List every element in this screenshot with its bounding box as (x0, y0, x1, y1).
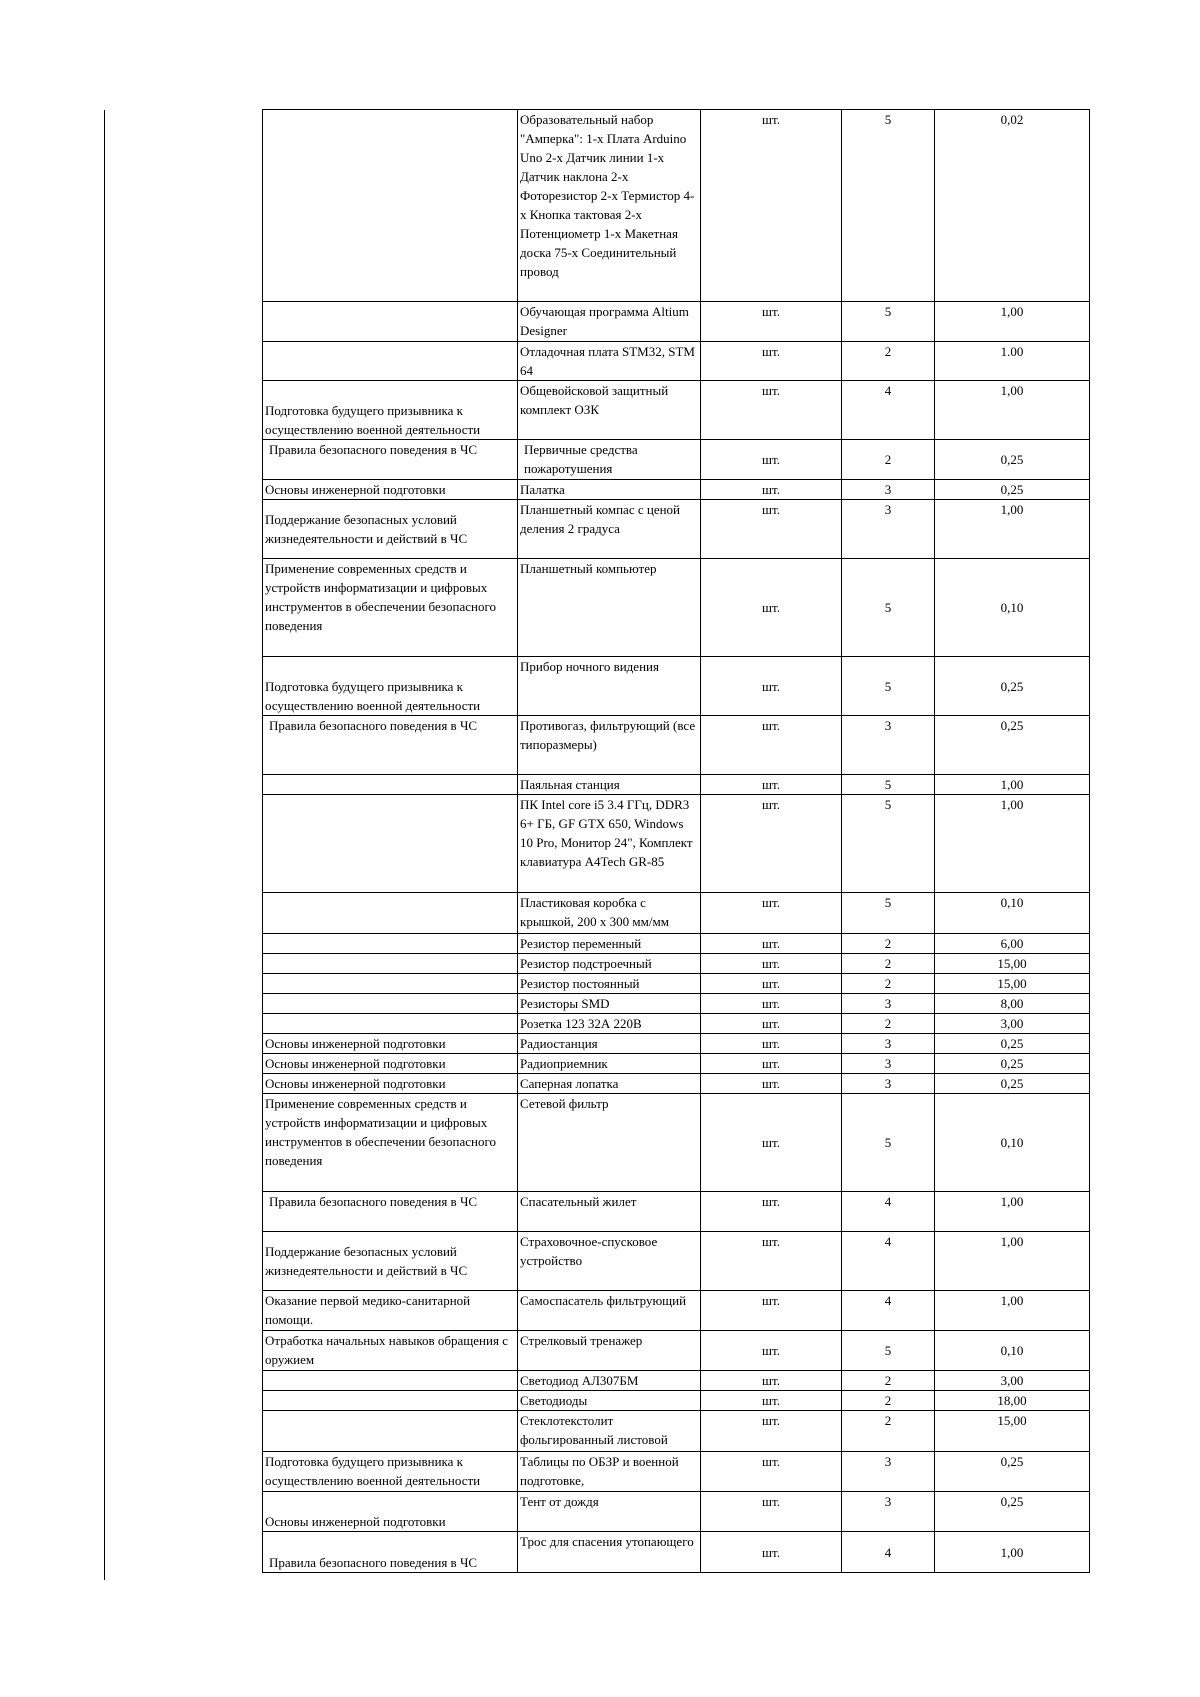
unit-cell: шт. (701, 775, 842, 795)
qty-cell: 3 (842, 716, 935, 775)
qty-cell: 2 (842, 974, 935, 994)
section-cell: Отработка начальных навыков обращения с оружием (263, 1331, 518, 1371)
value-cell: 0,25 (935, 716, 1090, 775)
value-cell: 0,25 (935, 1452, 1090, 1492)
table-row (263, 954, 1090, 974)
table-row (263, 1452, 1090, 1492)
item-cell: Противогаз, фильтрующий (все типоразмеры) (518, 716, 701, 775)
item-cell: Сетевой фильтр (518, 1094, 701, 1192)
qty-cell: 3 (842, 1074, 935, 1094)
section-cell (263, 974, 518, 994)
qty-cell: 5 (842, 302, 935, 342)
unit-cell: шт. (701, 795, 842, 893)
item-cell: Паяльная станция (518, 775, 701, 795)
section-cell: Основы инженерной подготовки (263, 480, 518, 500)
qty-cell: 5 (842, 775, 935, 795)
qty-cell: 4 (842, 1232, 935, 1291)
unit-cell: шт. (701, 893, 842, 934)
table-row (263, 1291, 1090, 1331)
value-cell: 1,00 (935, 775, 1090, 795)
item-cell: Спасательный жилет (518, 1192, 701, 1232)
value-cell: 0,10 (935, 893, 1090, 934)
item-cell: Планшетный компас с ценой деления 2 градуса (518, 500, 701, 559)
qty-cell: 2 (842, 440, 935, 480)
section-cell: Подготовка будущего призывника к осуществлению военной деятельности (263, 381, 518, 440)
item-cell: Светодиод АЛ307БМ (518, 1371, 701, 1391)
item-cell: Резистор подстроечный (518, 954, 701, 974)
unit-cell: шт. (701, 480, 842, 500)
unit-cell: шт. (701, 657, 842, 716)
item-cell: Первичные средства пожаротушения (518, 440, 701, 480)
table-row (263, 381, 1090, 440)
value-cell: 0,10 (935, 1094, 1090, 1192)
value-cell: 1,00 (935, 795, 1090, 893)
value-cell: 15,00 (935, 1411, 1090, 1452)
value-cell: 1,00 (935, 1192, 1090, 1232)
table-row (263, 559, 1090, 657)
item-cell: Светодиоды (518, 1391, 701, 1411)
qty-cell: 5 (842, 110, 935, 302)
value-cell: 15,00 (935, 974, 1090, 994)
table-row (263, 657, 1090, 716)
item-cell: Самоспасатель фильтрующий (518, 1291, 701, 1331)
table-row (263, 893, 1090, 934)
unit-cell: шт. (701, 110, 842, 302)
unit-cell: шт. (701, 1192, 842, 1232)
value-cell: 0,25 (935, 1492, 1090, 1532)
value-cell: 1.00 (935, 342, 1090, 381)
value-cell: 0,10 (935, 559, 1090, 657)
section-cell: Оказание первой медико-санитарной помощи. (263, 1291, 518, 1331)
value-cell: 1,00 (935, 500, 1090, 559)
value-cell: 0,25 (935, 1034, 1090, 1054)
value-cell: 3,00 (935, 1371, 1090, 1391)
table-row (263, 994, 1090, 1014)
unit-cell: шт. (701, 1532, 842, 1573)
value-cell: 0,25 (935, 1054, 1090, 1074)
value-cell: 6,00 (935, 934, 1090, 954)
table-row (263, 1014, 1090, 1034)
value-cell: 0,10 (935, 1331, 1090, 1371)
unit-cell: шт. (701, 934, 842, 954)
unit-cell: шт. (701, 1054, 842, 1074)
value-cell: 1,00 (935, 1532, 1090, 1573)
item-cell: Прибор ночного видения (518, 657, 701, 716)
table-row (263, 440, 1090, 480)
table-row (263, 716, 1090, 775)
section-cell (263, 994, 518, 1014)
qty-cell: 2 (842, 954, 935, 974)
unit-cell: шт. (701, 974, 842, 994)
value-cell: 1,00 (935, 381, 1090, 440)
section-cell: Поддержание безопасных условий жизнедеятельности и действий в ЧС (263, 1232, 518, 1291)
table-row (263, 1391, 1090, 1411)
value-cell: 0,25 (935, 657, 1090, 716)
table-row (263, 1094, 1090, 1192)
unit-cell: шт. (701, 302, 842, 342)
table-row (263, 1232, 1090, 1291)
section-cell: Правила безопасного поведения в ЧС (263, 440, 518, 480)
qty-cell: 3 (842, 500, 935, 559)
table-row (263, 1331, 1090, 1371)
item-cell: Таблицы по ОБЗР и военной подготовке, (518, 1452, 701, 1492)
value-cell: 0,25 (935, 480, 1090, 500)
table-row (263, 1532, 1090, 1573)
qty-cell: 3 (842, 994, 935, 1014)
unit-cell: шт. (701, 994, 842, 1014)
section-cell (263, 893, 518, 934)
item-cell: Отладочная плата STM32, STM 64 (518, 342, 701, 381)
qty-cell: 3 (842, 480, 935, 500)
unit-cell: шт. (701, 1452, 842, 1492)
item-cell: Трос для спасения утопающего (518, 1532, 701, 1573)
qty-cell: 5 (842, 893, 935, 934)
item-cell: Саперная лопатка (518, 1074, 701, 1094)
unit-cell: шт. (701, 1074, 842, 1094)
unit-cell: шт. (701, 716, 842, 775)
item-cell: Стеклотекстолит фольгированный листовой (518, 1411, 701, 1452)
item-cell: Палатка (518, 480, 701, 500)
unit-cell: шт. (701, 381, 842, 440)
item-cell: Образовательный набор "Амперка": 1-х Плата Arduino Uno 2-х Датчик линии 1-х Датчик наклона 2-х Фоторезистор 2-х Термистор 4-х Кнопка тактовая 2-х Потенциометр 1-х Макетная доска 75-х Соединительный провод (518, 110, 701, 302)
unit-cell: шт. (701, 1094, 842, 1192)
table-row (263, 934, 1090, 954)
section-cell (263, 302, 518, 342)
item-cell: Стрелковый тренажер (518, 1331, 701, 1371)
qty-cell: 3 (842, 1034, 935, 1054)
table-row (263, 1054, 1090, 1074)
section-cell: Подготовка будущего призывника к осуществлению военной деятельности (263, 657, 518, 716)
unit-cell: шт. (701, 440, 842, 480)
unit-cell: шт. (701, 1291, 842, 1331)
section-cell: Основы инженерной подготовки (263, 1034, 518, 1054)
qty-cell: 2 (842, 1371, 935, 1391)
item-cell: Резистор постоянный (518, 974, 701, 994)
table-row (263, 500, 1090, 559)
section-cell (263, 1411, 518, 1452)
section-cell: Подготовка будущего призывника к осуществлению военной деятельности (263, 1452, 518, 1492)
unit-cell: шт. (701, 1371, 842, 1391)
equipment-table (262, 109, 1090, 1573)
table-row (263, 1371, 1090, 1391)
value-cell: 1,00 (935, 302, 1090, 342)
qty-cell: 2 (842, 1411, 935, 1452)
section-cell: Основы инженерной подготовки (263, 1492, 518, 1532)
qty-cell: 3 (842, 1492, 935, 1532)
section-cell: Правила безопасного поведения в ЧС (263, 1192, 518, 1232)
value-cell: 8,00 (935, 994, 1090, 1014)
table-row (263, 1192, 1090, 1232)
section-cell: Правила безопасного поведения в ЧС (263, 1532, 518, 1573)
value-cell: 18,00 (935, 1391, 1090, 1411)
value-cell: 15,00 (935, 954, 1090, 974)
unit-cell: шт. (701, 1034, 842, 1054)
section-cell: Применение современных средств и устройств информатизации и цифровых инструментов в обеспечении безопасного поведения (263, 1094, 518, 1192)
unit-cell: шт. (701, 954, 842, 974)
item-cell: Планшетный компьютер (518, 559, 701, 657)
section-cell (263, 342, 518, 381)
unit-cell: шт. (701, 559, 842, 657)
qty-cell: 3 (842, 1054, 935, 1074)
item-cell: Обучающая программа Altium Designer (518, 302, 701, 342)
table-row (263, 342, 1090, 381)
qty-cell: 5 (842, 1094, 935, 1192)
item-cell: Общевойсковой защитный комплект ОЗК (518, 381, 701, 440)
unit-cell: шт. (701, 1232, 842, 1291)
section-cell (263, 110, 518, 302)
unit-cell: шт. (701, 1331, 842, 1371)
item-cell: Радиостанция (518, 1034, 701, 1054)
qty-cell: 4 (842, 381, 935, 440)
qty-cell: 4 (842, 1192, 935, 1232)
page-margin-line (104, 110, 105, 1580)
unit-cell: шт. (701, 1411, 842, 1452)
qty-cell: 5 (842, 559, 935, 657)
table-row (263, 302, 1090, 342)
table-row (263, 480, 1090, 500)
section-cell (263, 954, 518, 974)
section-cell: Основы инженерной подготовки (263, 1054, 518, 1074)
qty-cell: 4 (842, 1532, 935, 1573)
qty-cell: 5 (842, 795, 935, 893)
value-cell: 1,00 (935, 1291, 1090, 1331)
section-cell (263, 1391, 518, 1411)
table-row (263, 1492, 1090, 1532)
qty-cell: 3 (842, 1452, 935, 1492)
qty-cell: 2 (842, 1014, 935, 1034)
qty-cell: 4 (842, 1291, 935, 1331)
value-cell: 0,25 (935, 1074, 1090, 1094)
unit-cell: шт. (701, 1492, 842, 1532)
table-row (263, 110, 1090, 302)
unit-cell: шт. (701, 1014, 842, 1034)
section-cell: Применение современных средств и устройств информатизации и цифровых инструментов в обеспечении безопасного поведения (263, 559, 518, 657)
item-cell: Тент от дождя (518, 1492, 701, 1532)
item-cell: Страховочное-спусковое устройство (518, 1232, 701, 1291)
section-cell: Основы инженерной подготовки (263, 1074, 518, 1094)
table-row (263, 775, 1090, 795)
section-cell (263, 1014, 518, 1034)
table-row (263, 974, 1090, 994)
section-cell (263, 1371, 518, 1391)
unit-cell: шт. (701, 342, 842, 381)
section-cell: Правила безопасного поведения в ЧС (263, 716, 518, 775)
value-cell: 1,00 (935, 1232, 1090, 1291)
item-cell: Розетка 123 32А 220В (518, 1014, 701, 1034)
table-row (263, 1411, 1090, 1452)
section-cell: Поддержание безопасных условий жизнедеятельности и действий в ЧС (263, 500, 518, 559)
item-cell: Резисторы SMD (518, 994, 701, 1014)
table-row (263, 795, 1090, 893)
table-row (263, 1074, 1090, 1094)
section-cell (263, 934, 518, 954)
qty-cell: 2 (842, 342, 935, 381)
item-cell: Пластиковая коробка с крышкой, 200 х 300 мм/мм (518, 893, 701, 934)
qty-cell: 5 (842, 1331, 935, 1371)
item-cell: Резистор переменный (518, 934, 701, 954)
unit-cell: шт. (701, 1391, 842, 1411)
qty-cell: 2 (842, 1391, 935, 1411)
item-cell: Радиоприемник (518, 1054, 701, 1074)
qty-cell: 5 (842, 657, 935, 716)
value-cell: 3,00 (935, 1014, 1090, 1034)
unit-cell: шт. (701, 500, 842, 559)
value-cell: 0,25 (935, 440, 1090, 480)
table-row (263, 1034, 1090, 1054)
section-cell (263, 795, 518, 893)
section-cell (263, 775, 518, 795)
qty-cell: 2 (842, 934, 935, 954)
item-cell: ПК Intel core i5 3.4 ГГц, DDR3 6+ ГБ, GF GTX 650, Windows 10 Pro, Монитор 24", Комплект клавиатура A4Tech GR-85 (518, 795, 701, 893)
value-cell: 0,02 (935, 110, 1090, 302)
